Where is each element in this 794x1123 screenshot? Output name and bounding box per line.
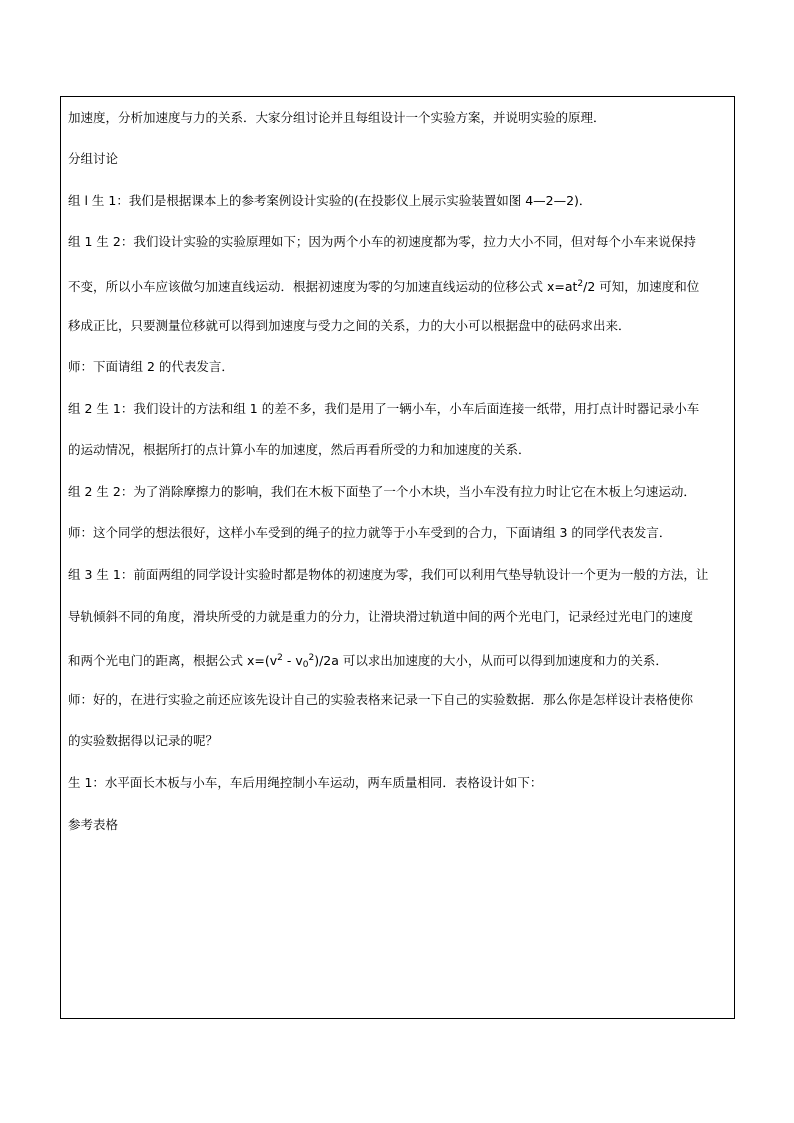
paragraph-line-16: 的实验数据得以记录的呢？ xyxy=(68,733,219,748)
paragraph-line-6: 移成正比，只要测量位移就可以得到加速度与受力之间的关系，力的大小可以根据盘中的砝码求出来． xyxy=(68,318,631,333)
paragraph-line-4: 组 1 生 2：我们设计实验的实验原理如下；因为两个小车的初速度都为零，拉力大小不同，但对每个小车来说保持 xyxy=(68,234,696,249)
superscript-2: 2 xyxy=(577,279,584,289)
line-14-text-a: 和两个光电门的距离，根据公式 x=(v xyxy=(68,653,278,668)
paragraph-line-17: 生 1：水平面长木板与小车，车后用绳控制小车运动，两车质量相同．表格设计如下： xyxy=(68,775,543,790)
paragraph-line-7: 师：下面请组 2 的代表发言． xyxy=(68,359,234,374)
paragraph-line-5 xyxy=(68,276,699,295)
line-14-text-c: )/2a 可以求出加速度的大小，从而可以得到加速度和力的关系． xyxy=(314,653,668,668)
paragraph-line-15: 师：好的，在进行实验之前还应该先设计自己的实验表格来记录一下自己的实验数据．那么你是怎样设计表格使你 xyxy=(68,692,694,707)
subscript-0: 0 xyxy=(302,660,309,670)
section-heading-group-discussion: 分组讨论 xyxy=(68,151,119,166)
line-5-text-a: 不变，所以小车应该做匀加速直线运动．根据初速度为零的匀加速直线运动的位移公式 x=at xyxy=(68,279,578,294)
paragraph-line-8: 组 2 生 1：我们设计的方法和组 1 的差不多，我们是用了一辆小车，小车后面连接一纸带，用打点计时器记录小车 xyxy=(68,401,700,416)
paragraph-line-9: 的运动情况，根据所打的点计算小车的加速度，然后再看所受的力和加速度的关系． xyxy=(68,442,531,457)
paragraph-line-14 xyxy=(68,650,668,673)
line-5-text-b: /2 可知，加速度和位 xyxy=(583,279,700,294)
paragraph-line-13: 导轨倾斜不同的角度，滑块所受的力就是重力的分力，让滑块滑过轨道中间的两个光电门，记录经过光电门的速度 xyxy=(68,609,694,624)
paragraph-line-1: 加速度，分析加速度与力的关系．大家分组讨论并且每组设计一个实验方案，并说明实验的原理． xyxy=(68,110,606,125)
paragraph-line-10: 组 2 生 2：为了消除摩擦力的影响，我们在木板下面垫了一个小木块，当小车没有拉力时让它在木板上匀速运动． xyxy=(68,484,696,499)
paragraph-line-11: 师：这个同学的想法很好，这样小车受到的绳子的拉力就等于小车受到的合力，下面请组 3 的同学代表发言． xyxy=(68,525,672,540)
superscript-2: 2 xyxy=(277,653,283,663)
paragraph-line-3: 组 l 生 1：我们是根据课本上的参考案例设计实验的(在投影仪上展示实验装置如图 4—2—2)． xyxy=(68,193,592,208)
paragraph-line-12: 组 3 生 1：前面两组的同学设计实验时都是物体的初速度为零，我们可以利用气垫导轨设计一个更为一般的方法，让 xyxy=(68,567,709,582)
line-14-text-b: - v xyxy=(282,653,303,668)
superscript-2: 2 xyxy=(308,653,315,663)
section-heading-reference-table: 参考表格 xyxy=(68,817,119,832)
